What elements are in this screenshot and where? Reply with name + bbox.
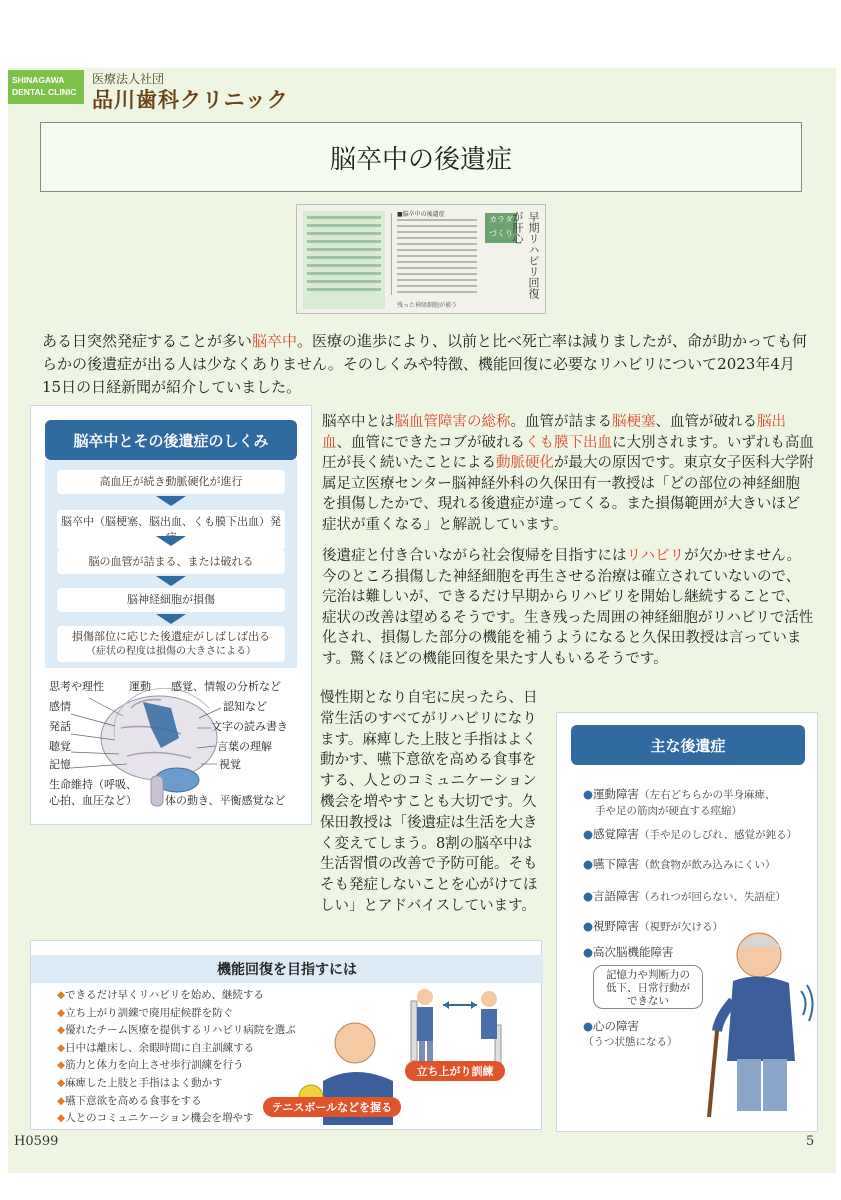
mechanism-flow [45, 460, 297, 668]
sequelae-note: （飲食物が飲み込みにくい） [639, 859, 776, 871]
para-text: 後遺症と付き合いながら社会復帰を目指すには [322, 548, 627, 564]
sequelae-label: 言語障害 [593, 889, 640, 903]
para-text: が欠かせません。今のところ損傷した神経細胞を再生させる治療は確立されていないので、完治は難しいが、できるだけ早期からリハビリを開始し継続することで、症状の改善は望めるそうです。生き残った周囲の神経細胞がリハビリで活性化され、損傷した部分の機能を補うようになると久保田教授は言っています。驚くほどの機能回復を果たす人もいるそうです。 [322, 548, 814, 667]
diamond-bullet-icon: ◆ [57, 1041, 66, 1054]
sequelae-note: （ろれつが回らない、失語症） [639, 891, 786, 903]
mechanism-heading: 脳卒中とその後遺症のしくみ [45, 420, 297, 460]
recovery-item-text: できるだけ早くリハビリを始め、継続する [65, 989, 264, 1001]
para-text: が最大の原因です。東京女子医科大学附属足立医療センター脳神経外科の久保田有一教授は「どの部位の神経細胞を損傷したかで、現れる後遺症が違ってくる。また損傷範囲が大きいほど症状が重くなる」と解説しています。 [322, 455, 814, 533]
sequelae-panel [556, 712, 818, 1132]
bullet-icon: ● [583, 857, 594, 871]
para-highlight: 脳出血 [322, 414, 786, 451]
intro-paragraph [42, 330, 812, 399]
para-text: 、血管が破れる [655, 414, 757, 430]
sequelae-label: 感覚障害 [593, 827, 640, 841]
brain-label-movement: 運動 [129, 680, 151, 693]
sequelae-note: （手や足のしびれ、感覚が鈍る） [639, 829, 798, 841]
para-text: に大別されます。いずれも高血圧が長く続いたことによる [322, 434, 814, 471]
mechanism-panel [30, 405, 312, 825]
diamond-bullet-icon: ◆ [57, 1076, 66, 1089]
clinic-org: 医療法人社団 [92, 72, 165, 86]
recovery-item-text: 立ち上がり訓練で廃用症候群を防ぐ [65, 1006, 234, 1019]
recovery-item [57, 987, 297, 1005]
flow-step: 高血圧が続き動脈硬化が進行 [57, 470, 285, 494]
para-highlight: リハビリ [626, 548, 685, 564]
brain-label-hearing: 聴覚 [49, 740, 71, 753]
recovery-list [57, 987, 297, 1128]
brain-label-cognition: 認知など [223, 700, 267, 713]
bullet-icon: ● [583, 945, 594, 959]
sequelae-note: （うつ状態になる） [583, 1036, 678, 1048]
diamond-bullet-icon: ◆ [57, 1112, 66, 1125]
para-text: 。血管が詰まる [510, 414, 612, 430]
flow-step-note: （症状の程度は損傷の大きさによる） [86, 646, 256, 657]
brain-label-emotion: 感情 [49, 700, 71, 713]
para-text: 、血管にできたコブが破れる [336, 434, 525, 451]
page-title: 脳卒中の後遺症 [329, 144, 512, 175]
recovery-item [57, 1040, 297, 1058]
recovery-item [57, 1022, 297, 1040]
recovery-item-text: 麻痺した上肢と手指はよく動かす [65, 1076, 223, 1089]
para-highlight: 動脈硬化 [496, 455, 554, 471]
clipping-text [397, 215, 477, 295]
logo-line1: SHINAGAWA [12, 75, 65, 85]
clipping-section-label: ■脳卒中の後遺症 [397, 211, 445, 218]
brain-label-language: 言葉の理解 [217, 740, 272, 753]
newspaper-clipping [296, 204, 546, 314]
tennis-ball-tag: テニスボールなどを握る [263, 1097, 401, 1117]
standing-training-tag: 立ち上がり訓練 [405, 1061, 505, 1081]
recovery-item-text: 日中は離床し、余暇時間に自主訓練する [65, 1041, 255, 1054]
brain-label-sensation: 感覚、情報の分析など [171, 680, 281, 693]
paragraph-chronic: 慢性期となり自宅に戻ったら、日常生活のすべてがリハビリになります。麻痺した上肢と手指はよく動かす、嚥下意欲を高める食事をする、人とのコミュニケーション機会を増やすことも大切です。久保田教授は「後遺症は生活を大きく変えてしまう。8割の脳卒中は生活習慣の改善で予防可能。そもそも発症しないことを心がけてほしい」とアドバイスしています。 [320, 690, 538, 914]
recovery-item-text: 優れたチーム医療を提供するリハビリ病院を選ぶ [65, 1024, 296, 1037]
sequelae-note: （左右どちらかの半身麻痺、 [639, 789, 776, 801]
logo-line2: DENTAL CLINIC [12, 87, 77, 97]
clipping-headline: 早期リハビリ回復が肝心 [511, 211, 540, 299]
sequelae-item [583, 787, 776, 819]
bullet-icon: ● [583, 1019, 594, 1033]
recovery-item-text: 人とのコミュニケーション機会を増やす [65, 1112, 254, 1125]
flow-step-final [57, 626, 285, 662]
clinic-name: 品川歯科クリニック [92, 88, 289, 112]
elderly-man-illustration [697, 921, 817, 1121]
para-text: 脳卒中とは [322, 414, 395, 430]
bullet-icon: ● [583, 919, 594, 933]
diamond-bullet-icon: ◆ [57, 1006, 66, 1019]
brain-diagram [31, 668, 313, 826]
paragraph-rehab [322, 546, 814, 669]
page-number: 5 [806, 1134, 815, 1149]
para-highlight: くも膜下出血 [525, 434, 612, 451]
sequelae-item [583, 889, 786, 905]
sequelae-label: 心の障害 [593, 1019, 640, 1033]
brain-label-reading: 文字の読み書き [211, 720, 288, 733]
sequelae-item [583, 857, 776, 873]
diamond-bullet-icon: ◆ [57, 989, 66, 1001]
sequelae-label: 視野障害 [593, 919, 640, 933]
sequelae-item [583, 945, 674, 960]
callout-line: 低下、日常行動が [606, 982, 690, 994]
sequelae-heading: 主な後遺症 [571, 725, 805, 765]
recovery-panel [30, 940, 542, 1130]
recovery-item [57, 1057, 297, 1075]
brain-label-life-1: 生命維持（呼吸、 [49, 778, 137, 791]
recovery-item [57, 1075, 297, 1093]
para-highlight: 脳梗塞 [612, 414, 656, 430]
sequelae-label: 嚥下障害 [593, 857, 640, 871]
para-highlight: 脳血管障害の総称 [394, 414, 511, 430]
brain-label-thinking: 思考や理性 [49, 680, 104, 693]
flow-step: 脳の血管が詰まる、または破れる [57, 550, 285, 574]
brain-label-vision: 視覚 [219, 758, 241, 771]
recovery-item-text: 嚥下意欲を高める食事をする [65, 1094, 202, 1107]
bullet-icon: ● [583, 787, 594, 801]
intro-highlight: 脳卒中 [252, 332, 298, 350]
brain-label-balance: 体の動き、平衡感覚など [165, 794, 286, 807]
clipping-divider [391, 213, 392, 295]
title-box [40, 122, 802, 192]
recovery-item-text: 筋力と体力を向上させ歩行訓練を行う [65, 1059, 244, 1072]
sequelae-note: 手や足の筋肉が硬直する痙縮） [595, 805, 742, 817]
brain-label-speech: 発話 [49, 720, 71, 733]
flow-step: 脳卒中（脳梗塞、脳出血、くも膜下出血）発症 [57, 510, 285, 550]
recovery-item [57, 1093, 297, 1111]
diamond-bullet-icon: ◆ [57, 1094, 66, 1107]
flow-step: 脳神経細胞が損傷 [57, 588, 285, 612]
sequelae-item [583, 827, 797, 843]
flow-arrow-icon [156, 576, 186, 586]
recovery-item [57, 1110, 297, 1128]
intro-text-1: ある日突然発症することが多い [42, 332, 253, 350]
sequelae-label: 高次脳機能障害 [593, 945, 674, 959]
paragraph-definition [322, 412, 814, 535]
clipping-subhead: 残った神経細胞が補う [397, 302, 458, 309]
clipping-badge-line2: づくり [489, 229, 513, 238]
callout-line: できない [627, 995, 669, 1007]
flow-step-text: 損傷部位に応じた後遺症がしばしば出る [72, 630, 270, 643]
callout-line: 記憶力や判断力の [606, 969, 690, 981]
bullet-icon: ● [583, 827, 594, 841]
sequelae-callout [593, 965, 703, 1009]
diamond-bullet-icon: ◆ [57, 1059, 66, 1072]
clinic-logo [8, 70, 84, 104]
flow-arrow-icon [156, 536, 186, 546]
clipping-infographic [303, 211, 385, 309]
sequelae-note: （視野が欠ける） [639, 921, 724, 933]
bullet-icon: ● [583, 889, 594, 903]
recovery-item [57, 1005, 297, 1023]
footer-code: H0599 [14, 1134, 59, 1149]
diamond-bullet-icon: ◆ [57, 1024, 66, 1037]
brain-label-memory: 記憶 [49, 758, 71, 771]
sequelae-label: 運動障害 [593, 787, 640, 801]
flow-arrow-icon [156, 496, 186, 506]
flow-arrow-icon [156, 614, 186, 624]
intro-text-2: 。医療の進歩により、以前と比べ死亡率は減りましたが、命が助かっても何らかの後遺症が出る人は少なくありません。そのしくみや特徴、機能回復に必要なリハビリについて2023年4月15日の日経新聞が紹介していました。 [42, 332, 808, 396]
brain-label-life-2: 心拍、血圧など） [49, 794, 137, 807]
clipping-badge-line1: カラダ [489, 215, 513, 224]
recovery-heading: 機能回復を目指すには [31, 955, 543, 983]
sequelae-item [583, 1019, 678, 1050]
